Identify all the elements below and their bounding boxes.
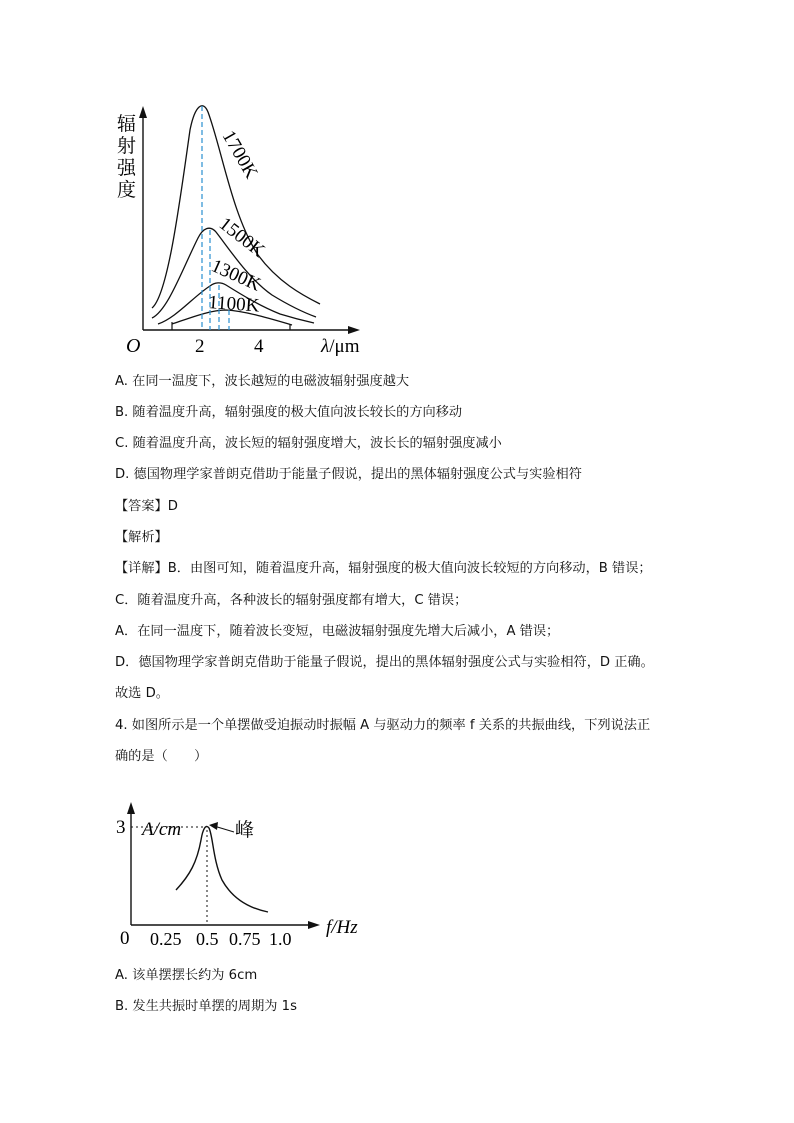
analysis-label: 【解析】 [115, 530, 168, 545]
question4-line-1: 4. 如图所示是一个单摆做受迫振动时振幅 A 与驱动力的频率 f 关系的共振曲线，下列说法正 [115, 718, 651, 733]
detail-line-2: C．随着温度升高，各种波长的辐射强度都有增大，C 错误； [115, 593, 468, 608]
x-axis-2-arrow [308, 921, 320, 929]
q3-option-a: A. 在同一温度下，波长越短的电磁波辐射强度越大 [115, 374, 410, 389]
q3-option-b: B. 随着温度升高，辐射强度的极大值向波长较长的方向移动 [115, 405, 463, 420]
x-label-2: f/Hz [326, 917, 358, 938]
x-tick-075: 0.75 [229, 929, 261, 949]
detail-line-3: A．在同一温度下，随着波长变短，电磁波辐射强度先增大后减小，A 错误； [115, 624, 560, 639]
curve-label-1300k: 1300K [207, 255, 264, 296]
x-tick-05: 0.5 [196, 929, 219, 949]
curve-label-1700k: 1700K [217, 127, 262, 183]
x-tick-025: 0.25 [150, 929, 182, 949]
y-label-char-1: 辐 [117, 114, 137, 135]
origin-label-2: 0 [120, 928, 130, 949]
x-axis-label: λ/μm [321, 336, 360, 357]
curve-label-1100k: 1100K [207, 292, 261, 317]
q3-option-c: C. 随着温度升高，波长短的辐射强度增大，波长长的辐射强度减小 [115, 436, 502, 451]
question4-line-2: 确的是（ ） [115, 749, 208, 764]
answer-label: 【答案】 [115, 499, 168, 514]
origin-label: O [126, 335, 141, 357]
y-label-char-2: 射 [117, 136, 137, 157]
peak-arrow-head [209, 822, 218, 830]
y-label-char-3: 强 [117, 158, 137, 179]
detail-line-5: 故选 D。 [115, 686, 169, 701]
x-tick-10: 1.0 [269, 929, 292, 949]
y-label-2: A/cm [142, 819, 182, 840]
y-axis-2-arrow [127, 802, 135, 814]
resonance-curve [176, 827, 268, 913]
x-tick-4: 4 [254, 336, 264, 357]
q4-option-a: A. 该单摆摆长约为 6cm [115, 968, 258, 983]
detail-line-4: D．德国物理学家普朗克借助于能量子假说，提出的黑体辐射强度公式与实验相符，D 正确。 [115, 655, 654, 670]
answer-value: D [167, 499, 178, 514]
detail-line-1: 【详解】B．由图可知，随着温度升高，辐射强度的极大值向波长较短的方向移动，B 错误； [115, 561, 652, 576]
y-tick-3: 3 [116, 817, 126, 838]
curve-label-1500k: 1500K [214, 213, 269, 262]
y-label-char-4: 度 [117, 180, 137, 201]
peak-label: 峰 [235, 820, 255, 841]
q4-option-b: B. 发生共振时单摆的周期为 1s [115, 999, 297, 1014]
x-tick-2: 2 [195, 336, 205, 357]
q3-option-d: D. 德国物理学家普朗克借助于能量子假说，提出的黑体辐射强度公式与实验相符 [115, 467, 582, 482]
